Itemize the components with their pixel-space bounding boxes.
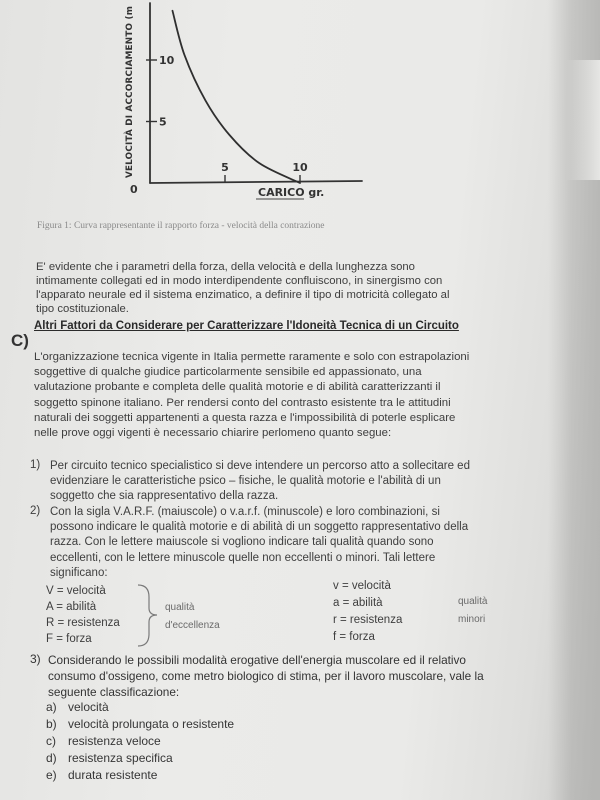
- classification-marker: a): [46, 700, 57, 714]
- list-item-line: Per circuito tecnico specialistico si deve intendere un percorso atto a sollecitare ed: [50, 460, 470, 472]
- y-tick-label: 5: [159, 115, 167, 129]
- list-item-marker: 1): [30, 459, 41, 471]
- section-intro-line: valutazione probante e completa delle qualità motorie e di abilità caratterizzanti il: [34, 381, 441, 394]
- list-item-line: evidenziare le caratteristiche psico – fisiche, le qualità motorie e l'abilità di un: [50, 475, 441, 488]
- excellent-quality-entry: R = resistenza: [46, 617, 120, 629]
- y-tick-label: 10: [159, 54, 175, 67]
- minor-quality-entry: a = abilità: [333, 597, 383, 609]
- excellent-qualities-label-line: qualità: [165, 602, 195, 613]
- intro-paragraph-line: l'apparato neurale ed il sistema enzimatico, a definire il tipo di motricità collegato al: [36, 289, 450, 301]
- intro-paragraph-line: tipo costituzionale.: [36, 303, 129, 315]
- section-intro-line: soggettive di qualche giudice particolarmente sensibile ed appassionato, una: [34, 366, 422, 379]
- minor-qualities-label: [458, 593, 487, 629]
- minor-quality-entry: r = resistenza: [333, 614, 403, 626]
- excellent-qualities-label: [165, 599, 220, 635]
- section-intro-line: nelle prove oggi vigenti è necessario chiarire perlomeno quanto segue:: [34, 427, 392, 440]
- excellent-qualities-label-line: d'eccellenza: [165, 620, 220, 631]
- list-item-line: Considerando le possibili modalità erogative dell'energia muscolare ed il relativo: [48, 653, 466, 667]
- list-item-line: significano:: [50, 566, 108, 579]
- x-tick-label: 5: [221, 161, 229, 174]
- list-item-text: [48, 652, 484, 700]
- excellent-quality-entry: V = velocità: [46, 585, 106, 597]
- list-item-line: consumo d'ossigeno, come metro biologico di stima, per il lavoro muscolare, vale la: [48, 669, 484, 683]
- figure-caption: Figura 1: Curva rappresentante il rapporto forza - velocità della contrazione: [37, 221, 325, 231]
- list-item-line: razza. Con le lettere maiuscole si vogliono indicare tali qualità quando sono: [50, 536, 434, 549]
- x-tick-label: 10: [292, 161, 308, 174]
- list-item-marker: 2): [30, 505, 41, 517]
- list-item-line: seguente classificazione:: [48, 685, 180, 699]
- section-title: Altri Fattori da Considerare per Caratterizzare l'Idoneità Tecnica di un Circuito: [34, 320, 459, 332]
- list-item-line: possono indicare le qualità motorie e di abilità di un soggetto rappresentativo della: [50, 521, 469, 534]
- classification-text: velocità prolungata o resistente: [68, 717, 235, 731]
- classification-text: resistenza specifica: [68, 751, 173, 765]
- classification-item: [0, 700, 600, 717]
- intro-paragraph-line: E' evidente che i parametri della forza, della velocità e della lunghezza sono: [36, 261, 415, 273]
- section-marker: C): [11, 331, 29, 350]
- list-item-line: Con la sigla V.A.R.F. (maiuscole) o v.a.r.f. (minuscole) e loro combinazioni, si: [50, 506, 440, 518]
- y-axis-label: VELOCITÀ DI ACCORCIAMENTO (m: [125, 5, 135, 179]
- minor-quality-entry: f = forza: [333, 631, 375, 643]
- section-intro-line: L'organizzazione tecnica vigente in Italia permette raramente e solo con estrapolazioni: [34, 351, 470, 363]
- classification-text: durata resistente: [68, 768, 158, 782]
- section-intro-line: soggetto spinone italiano. Per rendersi conto del contrasto esistente tra le attitudini: [34, 396, 451, 409]
- x-axis-label: CARICO gr.: [258, 186, 325, 199]
- classification-marker: b): [46, 717, 57, 731]
- classification-text: velocità: [68, 700, 109, 714]
- origin-label: 0: [130, 183, 138, 196]
- classification-marker: e): [46, 768, 57, 782]
- classification-text: resistenza veloce: [68, 734, 161, 748]
- classification-item: [0, 751, 600, 768]
- intro-paragraph-line: intimamente collegati ed in modo interdipendente confluiscono, in sinergismo con: [36, 275, 443, 287]
- minor-qualities-label-line: qualità: [458, 596, 488, 607]
- excellent-quality-entry: F = forza: [46, 633, 92, 645]
- list-item-line: eccellenti, con le lettere minuscole quelle non eccellenti o minori. Tali lettere: [50, 551, 436, 564]
- minor-quality-entry: v = velocità: [333, 580, 391, 592]
- section-intro-line: naturali dei soggetti appartenenti a questa razza e l'impossibilità di poterle esplicare: [34, 411, 456, 424]
- classification-item: [0, 768, 600, 785]
- minor-qualities-list: [333, 578, 402, 646]
- list-item-marker: 3): [30, 652, 41, 666]
- list-item-line: soggetto che sia rappresentativo della razza.: [50, 490, 279, 503]
- classification-item: [0, 734, 600, 751]
- excellent-quality-entry: A = abilità: [46, 601, 97, 613]
- classification-marker: c): [46, 734, 56, 748]
- classification-item: [0, 717, 600, 734]
- minor-qualities-label-line: minori: [458, 614, 486, 625]
- classification-marker: d): [46, 751, 57, 765]
